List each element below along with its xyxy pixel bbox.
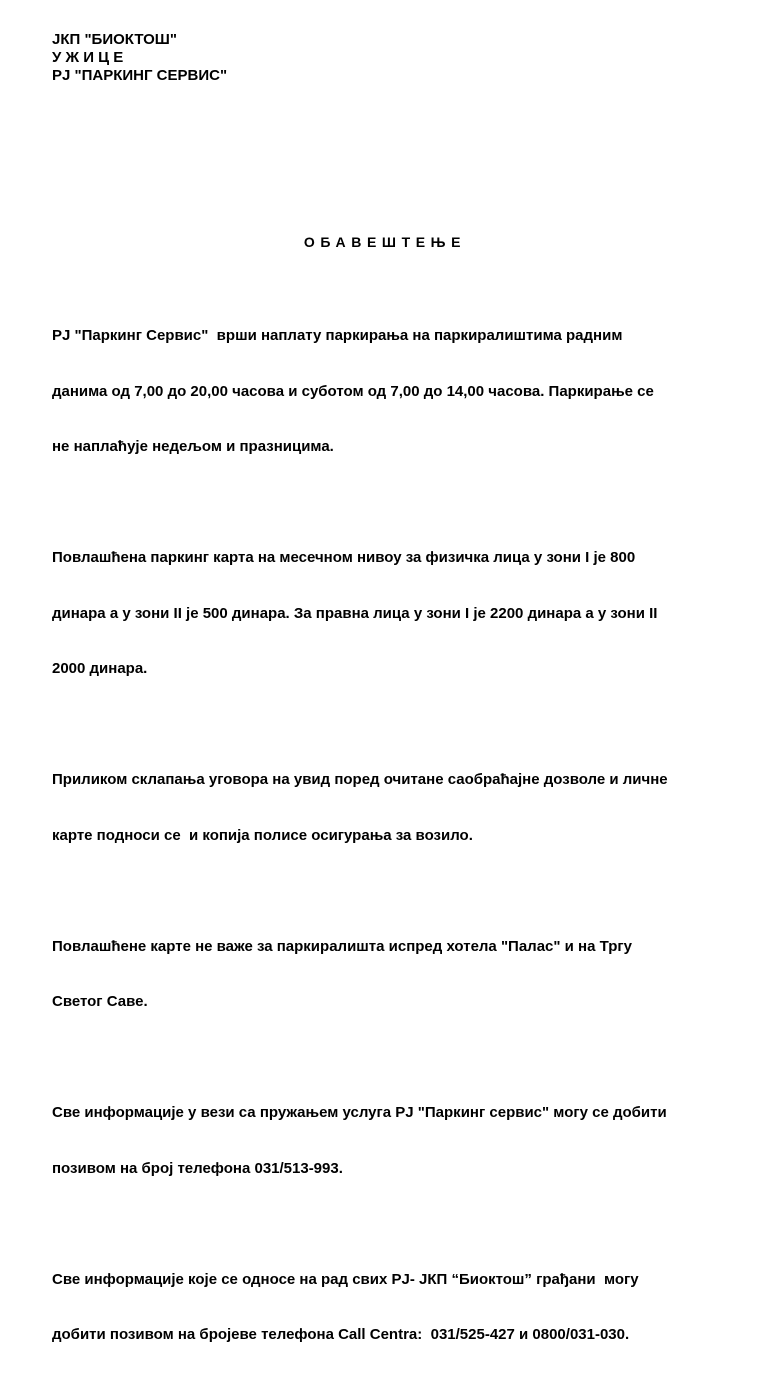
text-line: Све информације које се односе на рад свих РЈ- ЈКП “Биоктош” грађани могу [52, 1270, 639, 1288]
text-line: данима од 7,00 до 20,00 часова и суботом од 7,00 до 14,00 часова. Паркирање се [52, 382, 654, 400]
city-name: У Ж И Ц Е [52, 49, 124, 66]
text-line: РЈ "Паркинг Сервис" врши наплату паркирања на паркиралиштима радним [52, 327, 623, 344]
paragraph-call-center [52, 1234, 752, 1382]
text-line: Повлашћене карте не важе за паркиралишта испред хотела "Палас" и на Тргу [52, 937, 632, 955]
text-line: Све информације у вези са пружањем услуга РЈ "Паркинг сервис" могу се добити [52, 1104, 667, 1121]
paragraph-monthly-card [52, 512, 752, 716]
organization-name: ЈКП "БИОКТОШ" [52, 31, 177, 48]
document-header [52, 31, 227, 85]
text-line: Приликом склапања уговора на увид поред очитане саобраћајне дозволе и личне [52, 771, 668, 788]
text-line: Светог Саве. [52, 993, 148, 1010]
unit-name: РЈ "ПАРКИНГ СЕРВИС" [52, 67, 228, 84]
text-line: 2000 динара. [52, 660, 148, 677]
notice-body [52, 290, 752, 1400]
text-line: позивом на број телефона 031/513-993. [52, 1159, 343, 1177]
notice-title: ОБАВЕШТЕЊЕ [303, 234, 467, 250]
text-line: добити позивом на бројеве телефона Call Centra: 031/525-427 и 0800/031-030. [52, 1326, 630, 1343]
paragraph-service-phone [52, 1067, 752, 1215]
text-line: Повлашћена паркинг карта на месечном нивоу за физичка лица у зони I је 800 [52, 549, 636, 566]
paragraph-card-exceptions [52, 901, 752, 1049]
paragraph-parking-hours [52, 290, 752, 494]
text-line: не наплаћује недељом и празницима. [52, 438, 334, 455]
text-line: динара а у зони II је 500 динара. За правна лица у зони I је 2200 динара а у зони II [52, 604, 658, 622]
paragraph-contract-documents [52, 734, 752, 882]
text-line: карте подноси се и копија полисе осигурања за возило. [52, 826, 473, 844]
